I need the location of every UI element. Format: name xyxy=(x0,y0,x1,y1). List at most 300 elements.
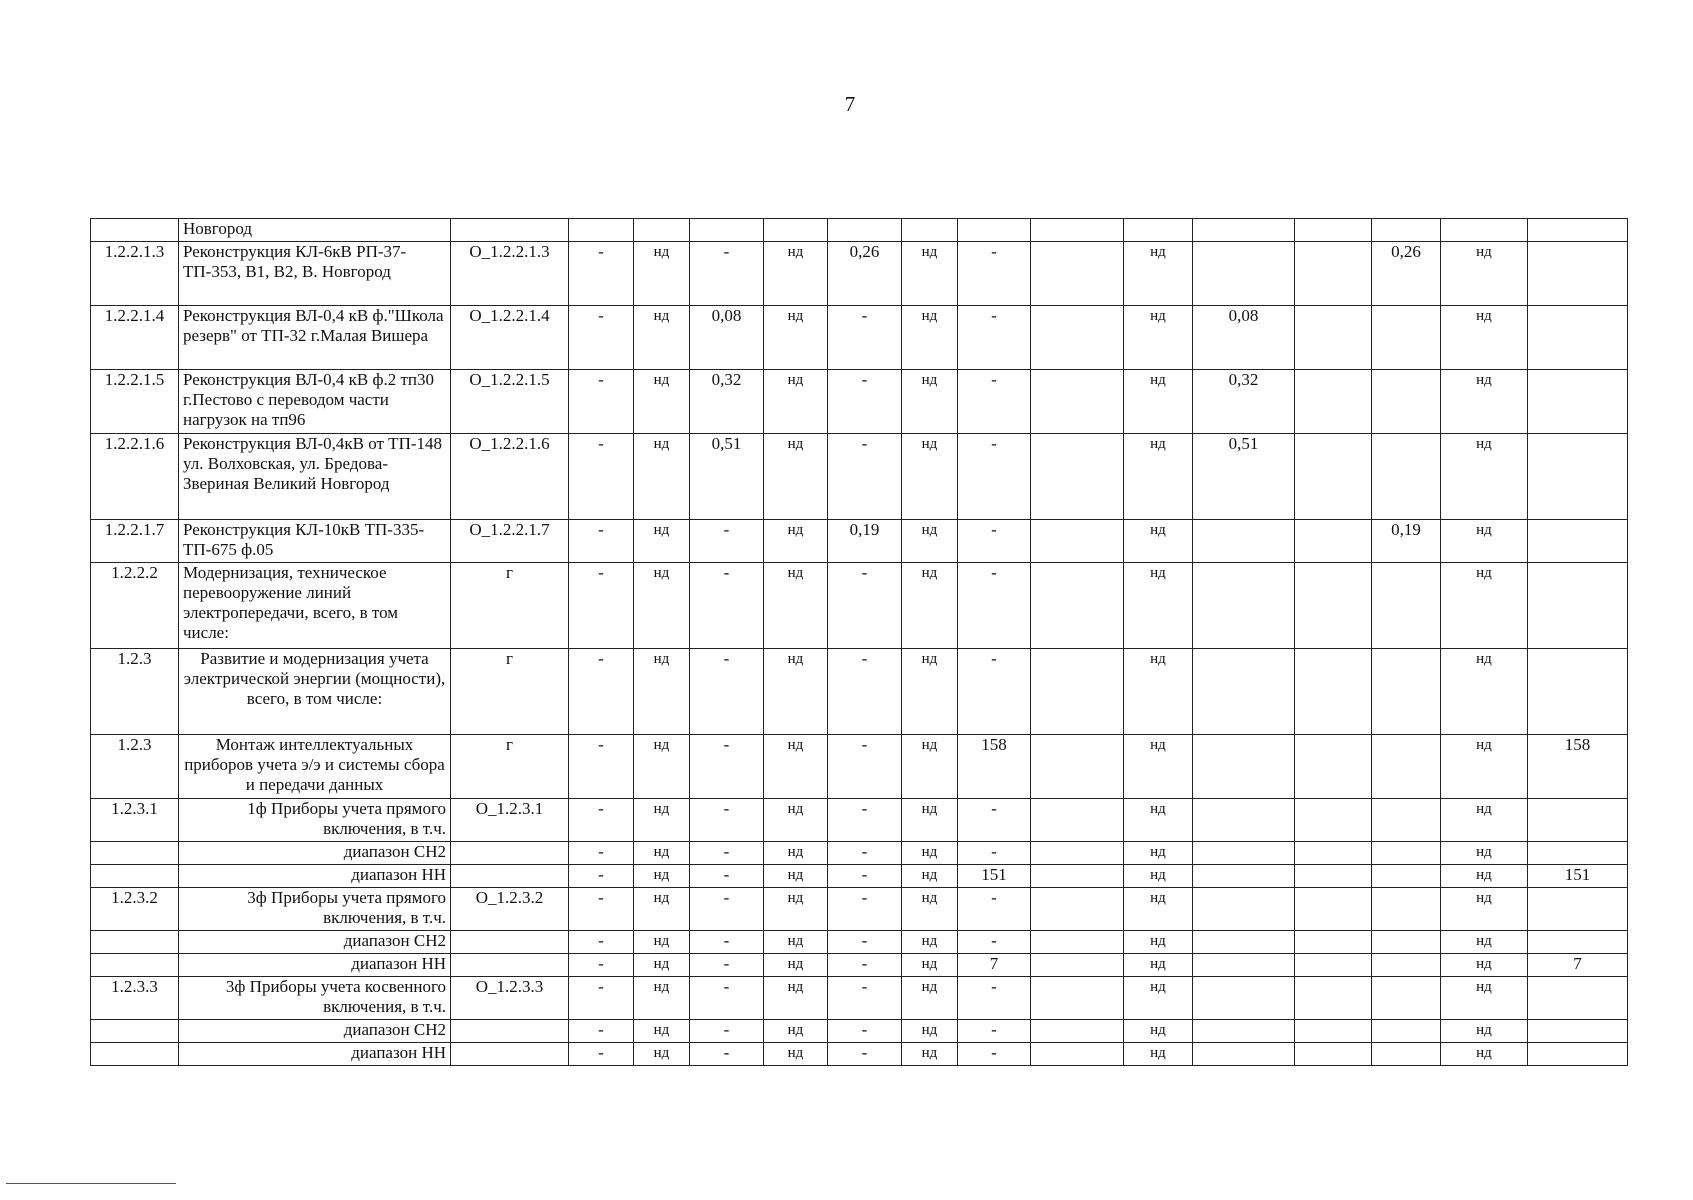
row-name: Реконструкция КЛ-10кВ ТП-335-ТП-675 ф.05 xyxy=(179,520,451,563)
value-cell xyxy=(1528,1043,1628,1066)
value-cell: - xyxy=(958,1043,1031,1066)
value-cell: нд xyxy=(1124,370,1193,434)
value-cell: нд xyxy=(1441,434,1528,520)
value-cell: 7 xyxy=(1528,954,1628,977)
value-cell: нд xyxy=(902,799,958,842)
value-cell: нд xyxy=(764,242,828,306)
value-cell xyxy=(1372,219,1441,242)
row-name: диапазон СН2 xyxy=(179,931,451,954)
value-cell: нд xyxy=(764,563,828,649)
value-cell: - xyxy=(569,977,634,1020)
value-cell: - xyxy=(569,649,634,735)
value-cell xyxy=(1193,649,1295,735)
row-code: 1.2.2.2 xyxy=(91,563,179,649)
value-cell: - xyxy=(958,520,1031,563)
value-cell: нд xyxy=(1441,735,1528,799)
value-cell xyxy=(1193,931,1295,954)
value-cell xyxy=(1295,842,1372,865)
value-cell: - xyxy=(569,842,634,865)
row-name: Модернизация, техническое перевооружение линий электропередачи, всего, в том числе: xyxy=(179,563,451,649)
row-name: Новгород xyxy=(179,219,451,242)
value-cell: - xyxy=(958,888,1031,931)
value-cell: - xyxy=(569,520,634,563)
row-identifier xyxy=(451,1043,569,1066)
value-cell: нд xyxy=(1124,242,1193,306)
value-cell: 0,08 xyxy=(690,306,764,370)
value-cell xyxy=(1031,954,1124,977)
row-identifier: О_1.2.3.2 xyxy=(451,888,569,931)
value-cell: нд xyxy=(764,865,828,888)
value-cell: нд xyxy=(764,977,828,1020)
value-cell: 0,26 xyxy=(828,242,902,306)
value-cell: нд xyxy=(902,865,958,888)
table-row xyxy=(91,306,1628,370)
value-cell xyxy=(1295,563,1372,649)
value-cell xyxy=(1031,931,1124,954)
value-cell xyxy=(1372,954,1441,977)
value-cell: нд xyxy=(1124,434,1193,520)
value-cell xyxy=(1528,799,1628,842)
value-cell xyxy=(1031,306,1124,370)
value-cell: - xyxy=(958,563,1031,649)
value-cell xyxy=(634,219,690,242)
value-cell xyxy=(1031,649,1124,735)
value-cell: нд xyxy=(902,434,958,520)
row-identifier xyxy=(451,931,569,954)
value-cell xyxy=(1295,735,1372,799)
table-row xyxy=(91,219,1628,242)
value-cell xyxy=(1372,1020,1441,1043)
value-cell: - xyxy=(569,735,634,799)
value-cell xyxy=(1528,977,1628,1020)
row-code: 1.2.3.1 xyxy=(91,799,179,842)
row-identifier: О_1.2.2.1.4 xyxy=(451,306,569,370)
value-cell: 7 xyxy=(958,954,1031,977)
value-cell: - xyxy=(958,931,1031,954)
value-cell xyxy=(1031,370,1124,434)
value-cell xyxy=(1528,1020,1628,1043)
value-cell: - xyxy=(690,954,764,977)
value-cell: нд xyxy=(634,520,690,563)
row-name: Реконструкция ВЛ-0,4 кВ ф."Школа резерв" от ТП-32 г.Малая Вишера xyxy=(179,306,451,370)
value-cell: нд xyxy=(634,954,690,977)
value-cell: нд xyxy=(764,370,828,434)
value-cell xyxy=(1031,1043,1124,1066)
table-row xyxy=(91,842,1628,865)
value-cell: нд xyxy=(1441,799,1528,842)
value-cell: нд xyxy=(902,242,958,306)
value-cell: нд xyxy=(634,306,690,370)
value-cell xyxy=(1295,219,1372,242)
row-code xyxy=(91,1020,179,1043)
value-cell: - xyxy=(569,242,634,306)
row-identifier: О_1.2.2.1.7 xyxy=(451,520,569,563)
investment-program-table xyxy=(90,218,1628,1066)
value-cell xyxy=(1528,931,1628,954)
value-cell: нд xyxy=(902,954,958,977)
value-cell: нд xyxy=(764,649,828,735)
value-cell xyxy=(1528,888,1628,931)
value-cell: нд xyxy=(902,1043,958,1066)
value-cell: 0,19 xyxy=(828,520,902,563)
value-cell xyxy=(569,219,634,242)
value-cell: 158 xyxy=(958,735,1031,799)
value-cell xyxy=(1031,563,1124,649)
value-cell: - xyxy=(690,799,764,842)
value-cell xyxy=(1295,931,1372,954)
value-cell: нд xyxy=(1124,954,1193,977)
value-cell: - xyxy=(690,977,764,1020)
footer-rule xyxy=(6,1183,176,1184)
row-name: диапазон НН xyxy=(179,954,451,977)
value-cell xyxy=(1528,842,1628,865)
value-cell: - xyxy=(569,370,634,434)
value-cell: нд xyxy=(634,1043,690,1066)
value-cell: нд xyxy=(1441,977,1528,1020)
value-cell: нд xyxy=(634,649,690,735)
value-cell xyxy=(1031,888,1124,931)
value-cell xyxy=(1295,888,1372,931)
value-cell: 0,32 xyxy=(1193,370,1295,434)
value-cell xyxy=(1372,563,1441,649)
value-cell: - xyxy=(690,563,764,649)
value-cell xyxy=(1031,242,1124,306)
value-cell: нд xyxy=(1124,735,1193,799)
value-cell: - xyxy=(569,865,634,888)
value-cell: - xyxy=(958,977,1031,1020)
value-cell: - xyxy=(958,799,1031,842)
value-cell: нд xyxy=(1124,931,1193,954)
value-cell: - xyxy=(828,799,902,842)
value-cell: - xyxy=(958,1020,1031,1043)
value-cell xyxy=(1193,977,1295,1020)
value-cell xyxy=(1528,434,1628,520)
value-cell: нд xyxy=(902,520,958,563)
value-cell: - xyxy=(828,1043,902,1066)
value-cell xyxy=(1031,219,1124,242)
value-cell: нд xyxy=(1441,1020,1528,1043)
value-cell: - xyxy=(690,865,764,888)
value-cell xyxy=(1528,306,1628,370)
value-cell xyxy=(1031,799,1124,842)
table-row xyxy=(91,649,1628,735)
value-cell: нд xyxy=(1441,954,1528,977)
value-cell xyxy=(1031,735,1124,799)
row-code: 1.2.2.1.3 xyxy=(91,242,179,306)
value-cell: - xyxy=(828,306,902,370)
value-cell xyxy=(1372,799,1441,842)
value-cell xyxy=(958,219,1031,242)
value-cell xyxy=(1031,434,1124,520)
row-code: 1.2.3 xyxy=(91,735,179,799)
value-cell: нд xyxy=(634,735,690,799)
row-name: диапазон СН2 xyxy=(179,842,451,865)
value-cell xyxy=(1372,306,1441,370)
row-identifier xyxy=(451,865,569,888)
value-cell xyxy=(1372,434,1441,520)
row-name: Развитие и модернизация учета электрической энергии (мощности), всего, в том числе: xyxy=(179,649,451,735)
value-cell: 0,26 xyxy=(1372,242,1441,306)
value-cell xyxy=(1295,242,1372,306)
value-cell: нд xyxy=(902,931,958,954)
value-cell: нд xyxy=(634,799,690,842)
table-row xyxy=(91,1020,1628,1043)
table-body xyxy=(91,219,1628,1066)
value-cell: - xyxy=(690,1020,764,1043)
value-cell: нд xyxy=(902,306,958,370)
value-cell: 0,19 xyxy=(1372,520,1441,563)
row-code xyxy=(91,219,179,242)
row-identifier: О_1.2.3.1 xyxy=(451,799,569,842)
value-cell: нд xyxy=(764,1043,828,1066)
table-row xyxy=(91,954,1628,977)
row-name: 1ф Приборы учета прямого включения, в т.ч. xyxy=(179,799,451,842)
value-cell xyxy=(1528,520,1628,563)
value-cell: нд xyxy=(764,888,828,931)
value-cell xyxy=(1372,1043,1441,1066)
value-cell xyxy=(1441,219,1528,242)
value-cell: нд xyxy=(1124,888,1193,931)
value-cell: нд xyxy=(902,563,958,649)
row-code xyxy=(91,842,179,865)
table-row xyxy=(91,735,1628,799)
value-cell: нд xyxy=(1441,242,1528,306)
row-code xyxy=(91,1043,179,1066)
value-cell xyxy=(1193,563,1295,649)
value-cell: нд xyxy=(764,434,828,520)
row-identifier: О_1.2.3.3 xyxy=(451,977,569,1020)
value-cell: - xyxy=(690,1043,764,1066)
value-cell: нд xyxy=(1124,799,1193,842)
value-cell: - xyxy=(569,306,634,370)
value-cell: нд xyxy=(634,563,690,649)
value-cell: - xyxy=(569,954,634,977)
value-cell xyxy=(1193,865,1295,888)
row-identifier: О_1.2.2.1.5 xyxy=(451,370,569,434)
value-cell: нд xyxy=(764,306,828,370)
value-cell: 0,08 xyxy=(1193,306,1295,370)
row-code xyxy=(91,954,179,977)
value-cell xyxy=(1193,520,1295,563)
value-cell: нд xyxy=(634,842,690,865)
row-code: 1.2.3.3 xyxy=(91,977,179,1020)
row-identifier: О_1.2.2.1.3 xyxy=(451,242,569,306)
value-cell: - xyxy=(828,735,902,799)
value-cell: - xyxy=(569,434,634,520)
value-cell: - xyxy=(828,1020,902,1043)
value-cell: - xyxy=(958,242,1031,306)
value-cell xyxy=(1193,954,1295,977)
value-cell: - xyxy=(690,520,764,563)
value-cell xyxy=(1295,1043,1372,1066)
value-cell xyxy=(1193,842,1295,865)
value-cell xyxy=(1372,977,1441,1020)
row-identifier xyxy=(451,842,569,865)
value-cell xyxy=(1295,649,1372,735)
value-cell: нд xyxy=(902,888,958,931)
value-cell: нд xyxy=(1124,563,1193,649)
row-identifier xyxy=(451,954,569,977)
value-cell: - xyxy=(828,563,902,649)
value-cell: нд xyxy=(1124,865,1193,888)
value-cell: нд xyxy=(902,370,958,434)
value-cell: нд xyxy=(1441,520,1528,563)
value-cell: нд xyxy=(634,434,690,520)
value-cell: 0,51 xyxy=(1193,434,1295,520)
value-cell: - xyxy=(958,370,1031,434)
value-cell: - xyxy=(828,931,902,954)
value-cell: нд xyxy=(1124,1020,1193,1043)
value-cell: - xyxy=(828,865,902,888)
row-code: 1.2.2.1.7 xyxy=(91,520,179,563)
value-cell: нд xyxy=(1441,842,1528,865)
value-cell xyxy=(828,219,902,242)
page-number: 7 xyxy=(844,92,856,116)
value-cell: - xyxy=(569,563,634,649)
value-cell: - xyxy=(958,434,1031,520)
value-cell: нд xyxy=(1124,842,1193,865)
row-name: диапазон НН xyxy=(179,1043,451,1066)
table-row xyxy=(91,563,1628,649)
value-cell: нд xyxy=(764,520,828,563)
value-cell xyxy=(1528,219,1628,242)
value-cell: - xyxy=(828,977,902,1020)
value-cell: нд xyxy=(764,954,828,977)
value-cell: - xyxy=(690,888,764,931)
value-cell: нд xyxy=(634,370,690,434)
value-cell: - xyxy=(828,370,902,434)
value-cell: - xyxy=(569,1043,634,1066)
value-cell: - xyxy=(958,306,1031,370)
value-cell xyxy=(1193,219,1295,242)
value-cell: - xyxy=(569,888,634,931)
value-cell: - xyxy=(828,842,902,865)
row-code: 1.2.2.1.4 xyxy=(91,306,179,370)
value-cell xyxy=(1528,242,1628,306)
value-cell: нд xyxy=(902,649,958,735)
value-cell xyxy=(1295,306,1372,370)
row-code: 1.2.3 xyxy=(91,649,179,735)
value-cell xyxy=(1031,520,1124,563)
value-cell: нд xyxy=(1441,888,1528,931)
value-cell xyxy=(1372,931,1441,954)
value-cell: нд xyxy=(1124,977,1193,1020)
value-cell xyxy=(1031,977,1124,1020)
value-cell: нд xyxy=(764,799,828,842)
table-row xyxy=(91,931,1628,954)
value-cell xyxy=(1031,1020,1124,1043)
value-cell: - xyxy=(958,649,1031,735)
value-cell: 151 xyxy=(1528,865,1628,888)
row-name: Реконструкция КЛ-6кВ РП-37-ТП-353, В1, В2, В. Новгород xyxy=(179,242,451,306)
value-cell xyxy=(1193,888,1295,931)
value-cell xyxy=(1372,370,1441,434)
value-cell: нд xyxy=(1441,931,1528,954)
table-row xyxy=(91,1043,1628,1066)
value-cell: - xyxy=(569,931,634,954)
row-name: 3ф Приборы учета косвенного включения, в т.ч. xyxy=(179,977,451,1020)
value-cell: нд xyxy=(634,888,690,931)
value-cell xyxy=(1528,370,1628,434)
value-cell: нд xyxy=(1441,306,1528,370)
value-cell: нд xyxy=(764,931,828,954)
row-code: 1.2.2.1.5 xyxy=(91,370,179,434)
value-cell: - xyxy=(690,931,764,954)
value-cell: нд xyxy=(764,735,828,799)
row-identifier: г xyxy=(451,649,569,735)
value-cell xyxy=(1031,865,1124,888)
value-cell: нд xyxy=(902,735,958,799)
table-row xyxy=(91,888,1628,931)
value-cell: нд xyxy=(1441,370,1528,434)
value-cell: - xyxy=(569,799,634,842)
value-cell xyxy=(1295,1020,1372,1043)
value-cell xyxy=(1193,242,1295,306)
value-cell xyxy=(1295,520,1372,563)
row-name: Реконструкция ВЛ-0,4 кВ ф.2 тп30 г.Пестово с переводом части нагрузок на тп96 xyxy=(179,370,451,434)
value-cell: 0,32 xyxy=(690,370,764,434)
value-cell: нд xyxy=(1441,649,1528,735)
row-name: 3ф Приборы учета прямого включения, в т.ч. xyxy=(179,888,451,931)
value-cell xyxy=(1528,649,1628,735)
value-cell: нд xyxy=(1441,865,1528,888)
table-row xyxy=(91,242,1628,306)
value-cell xyxy=(1193,1020,1295,1043)
value-cell: - xyxy=(828,649,902,735)
value-cell xyxy=(1295,954,1372,977)
value-cell: нд xyxy=(634,865,690,888)
row-code: 1.2.2.1.6 xyxy=(91,434,179,520)
value-cell: - xyxy=(958,842,1031,865)
value-cell xyxy=(1193,1043,1295,1066)
table-row xyxy=(91,370,1628,434)
row-name: Реконструкция ВЛ-0,4кВ от ТП-148 ул. Волховская, ул. Бредова-Звериная Великий Новгород xyxy=(179,434,451,520)
table-row xyxy=(91,434,1628,520)
value-cell xyxy=(1372,888,1441,931)
row-identifier: г xyxy=(451,563,569,649)
value-cell: нд xyxy=(764,1020,828,1043)
value-cell xyxy=(690,219,764,242)
value-cell: нд xyxy=(1124,649,1193,735)
value-cell xyxy=(1372,865,1441,888)
value-cell: нд xyxy=(902,1020,958,1043)
value-cell xyxy=(1193,799,1295,842)
value-cell xyxy=(1295,370,1372,434)
value-cell: - xyxy=(569,1020,634,1043)
value-cell xyxy=(1372,842,1441,865)
value-cell: нд xyxy=(1124,306,1193,370)
value-cell xyxy=(1295,434,1372,520)
value-cell: нд xyxy=(634,242,690,306)
value-cell xyxy=(1124,219,1193,242)
value-cell xyxy=(1295,865,1372,888)
value-cell: - xyxy=(690,242,764,306)
value-cell: нд xyxy=(1441,563,1528,649)
value-cell: - xyxy=(828,954,902,977)
value-cell: нд xyxy=(634,1020,690,1043)
row-identifier: О_1.2.2.1.6 xyxy=(451,434,569,520)
value-cell: - xyxy=(690,735,764,799)
value-cell: нд xyxy=(1124,520,1193,563)
value-cell xyxy=(1295,799,1372,842)
table-row xyxy=(91,865,1628,888)
row-name: Монтаж интеллектуальных приборов учета э/э и системы сбора и передачи данных xyxy=(179,735,451,799)
value-cell xyxy=(1372,649,1441,735)
value-cell: 158 xyxy=(1528,735,1628,799)
value-cell xyxy=(764,219,828,242)
value-cell xyxy=(1372,735,1441,799)
value-cell xyxy=(902,219,958,242)
